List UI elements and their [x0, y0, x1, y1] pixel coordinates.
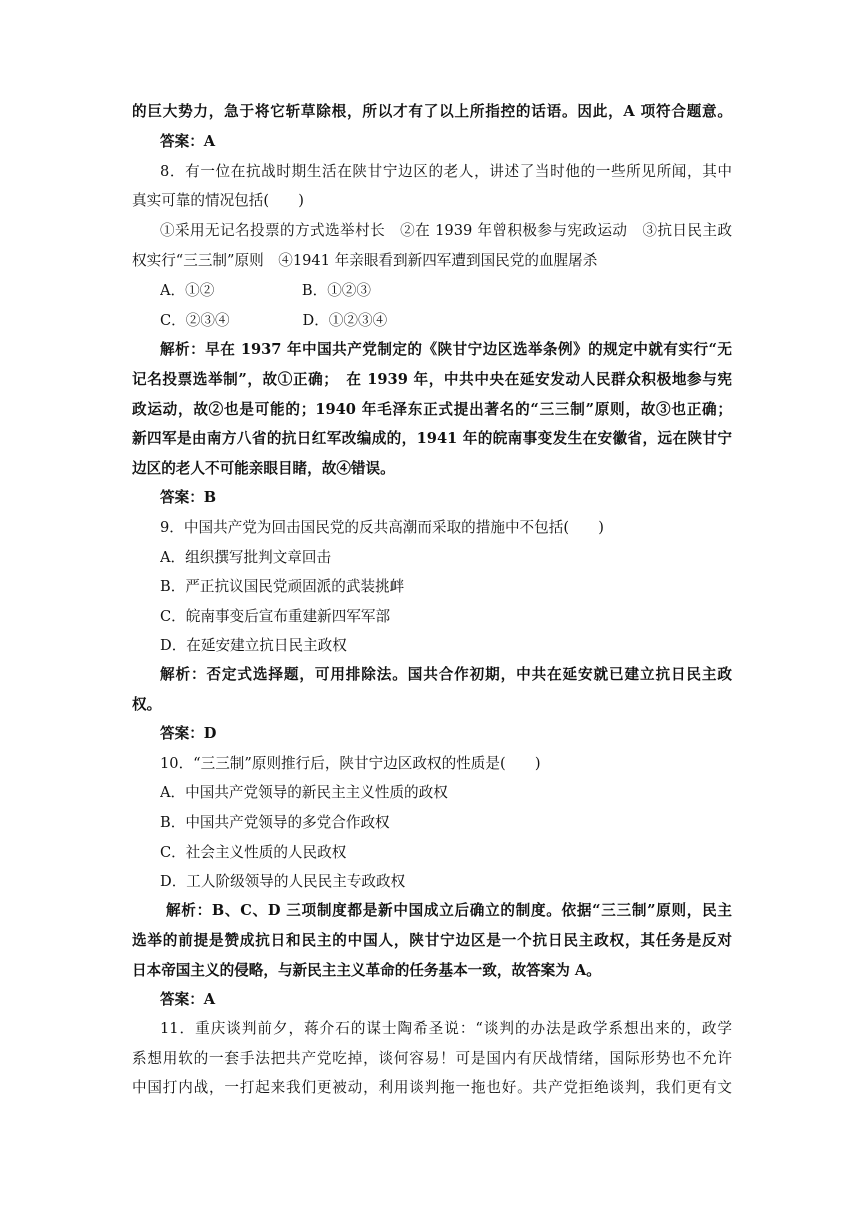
analysis-line: 解析：否定式选择题，可用排除法。国共合作初期，中共在延安就已建立抗日民主政 [160, 666, 732, 683]
question-11-line: 系想用软的一套手法把共产党吃掉，谈何容易！可是国内有厌战情绪，国际形势也不允许 [132, 1050, 732, 1067]
answer-line: 答案：A [160, 133, 216, 150]
question-10-line: 10．“三三制”原则推行后，陕甘宁边区政权的性质是( ) [160, 755, 541, 772]
analysis-line: 记名投票选举制”，故①正确； 在 1939 年，中共中央在延安发动人民群众积极地参与宪 [132, 371, 732, 388]
question-9-line: 9．中国共产党为回击国民党的反共高潮而采取的措施中不包括( ) [160, 519, 604, 536]
answer-line: 答案：A [160, 991, 216, 1008]
analysis-line: 选举的前提是赞成抗日和民主的中国人，陕甘宁边区是一个抗日民主政权，其任务是反对 [132, 932, 732, 949]
answer-line: 答案：D [160, 725, 217, 742]
question-8-line: 8．有一位在抗战时期生活在陕甘宁边区的老人，讲述了当时他的一些所见所闻，其中 [160, 163, 732, 180]
question-10-option-b: B．中国共产党领导的多党合作政权 [160, 814, 390, 831]
text-line: 的巨大势力，急于将它斩草除根，所以才有了以上所指控的话语。因此，A 项符合题意。 [132, 103, 732, 120]
question-10-option-c: C．社会主义性质的人民政权 [160, 844, 347, 861]
question-11-line: 11．重庆谈判前夕，蒋介石的谋士陶希圣说：“谈判的办法是政学系想出来的，政学 [160, 1020, 732, 1037]
analysis-line: 日本帝国主义的侵略，与新民主主义革命的任务基本一致，故答案为 A。 [132, 962, 601, 979]
question-8-options: A．①② B．①②③ [160, 282, 371, 299]
question-8-options: C．②③④ D．①②③④ [160, 312, 388, 329]
analysis-line: 解析：B、C、D 三项制度都是新中国成立后确立的制度。依据“三三制”原则，民主 [166, 902, 732, 919]
question-10-option-d: D．工人阶级领导的人民民主专政政权 [160, 873, 406, 890]
analysis-line: 边区的老人不可能亲眼目睹，故④错误。 [132, 460, 395, 477]
answer-line: 答案：B [160, 489, 217, 506]
analysis-line: 权。 [132, 696, 162, 713]
question-9-option-b: B．严正抗议国民党顽固派的武装挑衅 [160, 578, 405, 595]
question-9-option-a: A．组织撰写批判文章回击 [160, 549, 332, 566]
question-9-option-d: D．在延安建立抗日民主政权 [160, 637, 347, 654]
analysis-line: 解析：早在 1937 年中国共产党制定的《陕甘宁边区选举条例》的规定中就有实行“无 [160, 341, 732, 358]
analysis-line: 新四军是由南方八省的抗日红军改编成的，1941 年的皖南事变发生在安徽省，远在陕甘宁 [132, 430, 732, 447]
question-8-line: 真实可靠的情况包括( ) [132, 192, 304, 209]
analysis-line: 政运动，故②也是可能的；1940 年毛泽东正式提出著名的“三三制”原则，故③也正确； [132, 401, 732, 418]
question-10-option-a: A．中国共产党领导的新民主主义性质的政权 [160, 784, 448, 801]
question-11-line: 中国打内战，一打起来我们更被动，利用谈判拖一拖也好。共产党拒绝谈判，我们更有文 [132, 1079, 732, 1096]
question-9-option-c: C．皖南事变后宣布重建新四军军部 [160, 608, 391, 625]
question-8-statements: ①采用无记名投票的方式选举村长 ②在 1939 年曾积极参与宪政运动 ③抗日民主政 [160, 222, 732, 239]
question-8-statements: 权实行“三三制”原则 ④1941 年亲眼看到新四军遭到国民党的血腥屠杀 [132, 252, 598, 269]
